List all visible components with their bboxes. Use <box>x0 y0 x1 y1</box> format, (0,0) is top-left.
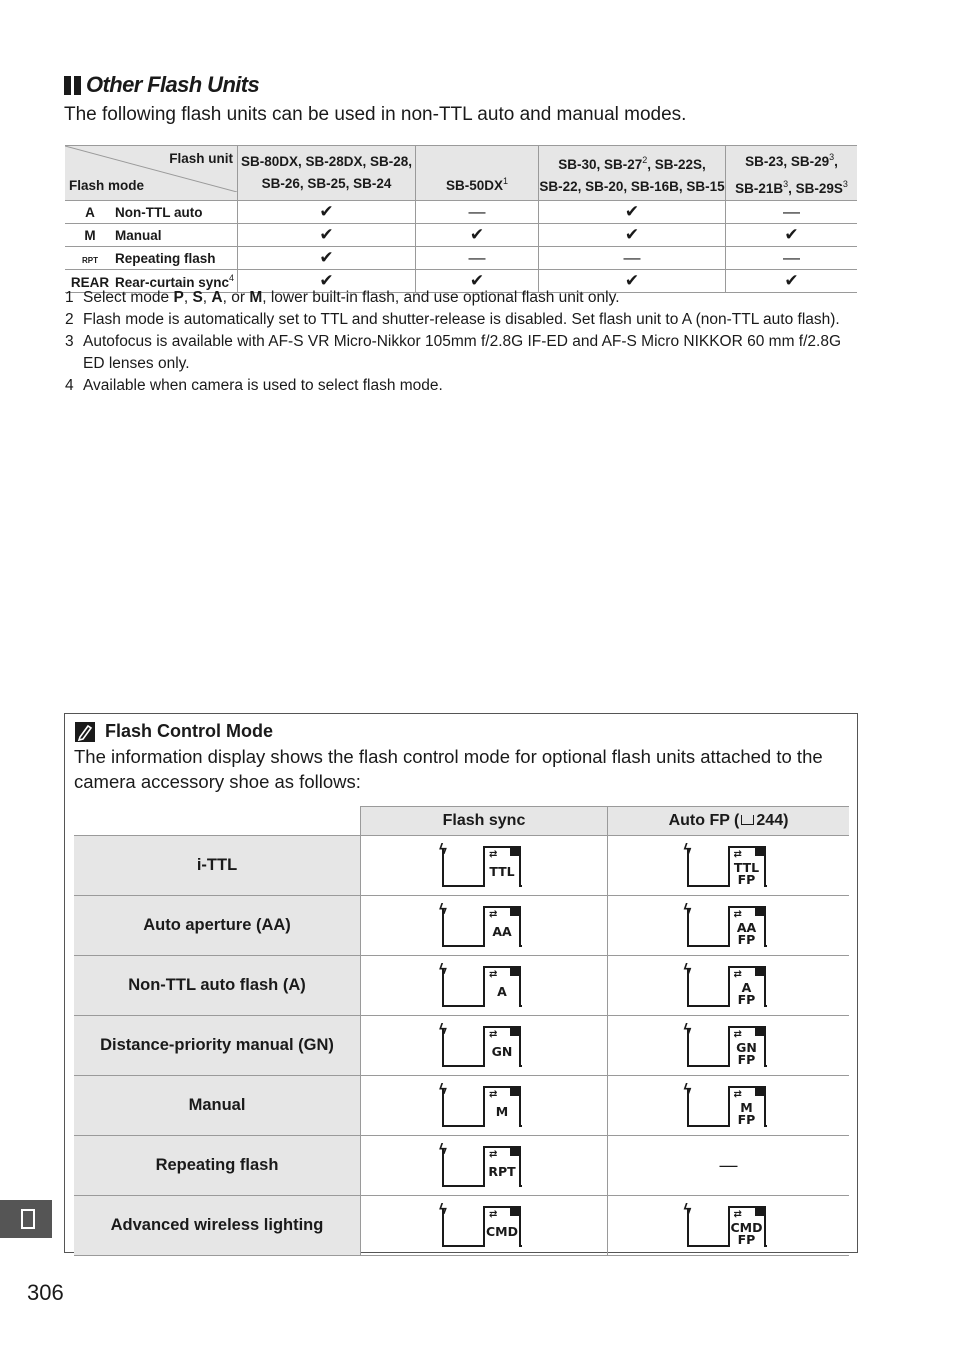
footnotes <box>65 287 865 397</box>
fc-header-row <box>74 807 849 836</box>
exchange-arrows-icon: ⇄ <box>489 908 498 920</box>
fc-sync-cell <box>361 836 608 896</box>
compat-cell: — <box>539 247 726 270</box>
compat-cell: ✔ <box>416 224 539 247</box>
compat-cell: ✔ <box>238 247 416 270</box>
flash-control-table <box>74 806 849 1256</box>
table-row <box>65 247 857 270</box>
exchange-arrows-icon: ⇄ <box>489 1148 498 1160</box>
mode-code-text: TTL <box>489 863 515 879</box>
flash-bolt-icon: ϟ <box>439 960 447 978</box>
fc-blank-header <box>74 807 361 836</box>
fc-mode-label: Advanced wireless lighting <box>74 1196 361 1256</box>
mode-cell: REAR Rear-curtain sync$^4$ <box>65 270 238 293</box>
exchange-arrows-icon: ⇄ <box>733 848 742 860</box>
mode-code-text: TTL <box>733 859 760 875</box>
flash-bolt-icon: ϟ <box>439 900 447 918</box>
flash-bolt-icon: ϟ <box>439 840 447 858</box>
flash-sync-ttl-icon <box>439 842 529 890</box>
mode-code-text: AA <box>492 923 512 939</box>
fc-row <box>74 956 849 1016</box>
compat-cell: ✔ <box>238 270 416 293</box>
note-title: Flash Control Mode <box>75 721 273 742</box>
mode-cell: M Manual <box>65 224 238 247</box>
table-row <box>65 224 857 247</box>
fc-row <box>74 1076 849 1136</box>
pencil-note-icon <box>75 722 95 742</box>
flash-sync-a-icon <box>439 962 529 1010</box>
flash-sync-cmd-icon <box>439 1202 529 1250</box>
fc-mode-label: Distance-priority manual (GN) <box>74 1016 361 1076</box>
fc-sync-cell <box>361 1136 608 1196</box>
exchange-arrows-icon: ⇄ <box>489 1028 498 1040</box>
flash-bolt-icon: ϟ <box>439 1020 447 1038</box>
mode-code-text: RPT <box>488 1163 516 1179</box>
fc-row <box>74 836 849 896</box>
compat-cell: ✔ <box>238 224 416 247</box>
section-title: Other Flash Units <box>86 72 260 97</box>
compat-cell: ✔ <box>539 224 726 247</box>
fc-col-auto-fp: Auto FP ( 244) <box>608 807 850 836</box>
section-intro: The following flash units can be used in non-TTL auto and manual modes. <box>64 104 687 125</box>
flash-sync-gn-icon <box>439 1022 529 1070</box>
compat-cell: — <box>416 201 539 224</box>
table-row <box>65 201 857 224</box>
fc-autofp-cell <box>608 836 850 896</box>
col-header-sb23: SB-23, $SB-29^3$, $SB-21B^3$, $SB-29S^3$ <box>726 146 858 201</box>
exchange-arrows-icon: ⇄ <box>489 848 498 860</box>
compat-cell: ✔ <box>539 201 726 224</box>
auto-fp-cmd-icon <box>684 1202 774 1250</box>
mode-code-text: GN <box>491 1043 513 1059</box>
fc-row <box>74 1016 849 1076</box>
mode-code-text: A <box>741 979 752 995</box>
exchange-arrows-icon: ⇄ <box>733 1088 742 1100</box>
auto-fp-a-icon <box>684 962 774 1010</box>
fc-sync-cell <box>361 1076 608 1136</box>
flash-unit-label: Flash unit <box>169 151 233 166</box>
footnote: 4 Available when camera is used to select flash mode. <box>65 377 443 394</box>
fc-autofp-cell <box>608 1136 850 1196</box>
mode-code-text: CMD <box>486 1223 518 1239</box>
auto-fp-m-icon <box>684 1082 774 1130</box>
fp-code-text: FP <box>737 931 756 947</box>
col-header-sb80dx: SB-80DX, SB-28DX, SB-28, SB-26, SB-25, SB-24 <box>238 146 416 201</box>
fc-row <box>74 896 849 956</box>
fc-autofp-cell <box>608 1196 850 1256</box>
fc-mode-label: Auto aperture (AA) <box>74 896 361 956</box>
footnote: 1 Select mode P, S, A, or M, lower built-in flash, and use optional flash unit only. <box>65 289 620 306</box>
flash-bolt-icon: ϟ <box>683 840 692 858</box>
fc-mode-label: i-TTL <box>74 836 361 896</box>
page-number: 306 <box>27 1280 64 1305</box>
table-header-row <box>65 146 857 201</box>
flash-bolt-icon: ϟ <box>439 1200 447 1218</box>
fp-code-text: FP <box>737 1231 756 1247</box>
auto-fp-aa-icon <box>684 902 774 950</box>
fp-code-text: FP <box>737 871 756 887</box>
fc-autofp-cell <box>608 956 850 1016</box>
exchange-arrows-icon: ⇄ <box>733 1028 742 1040</box>
exchange-arrows-icon: ⇄ <box>489 1208 498 1220</box>
mode-code-text: CMD <box>730 1219 763 1235</box>
flash-bolt-icon: ϟ <box>683 1020 692 1038</box>
book-ref-icon <box>741 815 754 825</box>
not-available-dash: — <box>719 1155 738 1175</box>
footnote: 3 Autofocus is available with AF-S VR Micro-Nikkor 105mm f/2.8G IF-ED and AF-S Micro NIKKOR 60 mm f/2.8G ED lenses only. <box>65 333 842 372</box>
exchange-arrows-icon: ⇄ <box>733 968 742 980</box>
repeating-flash-icon: RPT <box>82 255 98 265</box>
flash-bolt-icon: ϟ <box>439 1080 447 1098</box>
fc-autofp-cell <box>608 896 850 956</box>
flash-sync-aa-icon <box>439 902 529 950</box>
fc-row <box>74 1136 849 1196</box>
mode-code-text: AA <box>736 919 757 935</box>
fc-col-flash-sync: Flash sync <box>361 807 608 836</box>
note-description: The information display shows the flash control mode for optional flash units attached to the camera accessory shoe as follows: <box>74 746 823 792</box>
mode-code-text: A <box>497 983 507 999</box>
fc-sync-cell <box>361 1016 608 1076</box>
corner-header <box>65 146 238 201</box>
fc-autofp-cell <box>608 1076 850 1136</box>
compat-cell: ✔ <box>726 270 858 293</box>
fp-code-text: FP <box>737 1051 756 1067</box>
fc-mode-label: Repeating flash <box>74 1136 361 1196</box>
compat-cell: — <box>416 247 539 270</box>
exchange-arrows-icon: ⇄ <box>733 1208 742 1220</box>
exchange-arrows-icon: ⇄ <box>489 1088 498 1100</box>
flash-compat-table <box>65 145 857 293</box>
col-header-sb30: SB-30, $SB-27^2$, SB-22S, SB-22, SB-20, SB-16B, SB-15 <box>539 146 726 201</box>
chapter-tab <box>0 1200 52 1238</box>
mode-code-text: M <box>740 1099 753 1115</box>
fp-code-text: FP <box>737 991 756 1007</box>
fc-mode-label: Manual <box>74 1076 361 1136</box>
fc-sync-cell <box>361 896 608 956</box>
flash-bolt-icon: ϟ <box>683 1200 692 1218</box>
section-heading <box>64 70 259 100</box>
fc-sync-cell <box>361 956 608 1016</box>
compat-cell: — <box>726 201 858 224</box>
auto-fp-gn-icon <box>684 1022 774 1070</box>
exchange-arrows-icon: ⇄ <box>489 968 498 980</box>
flash-bolt-icon: ϟ <box>683 900 692 918</box>
compat-cell: ✔ <box>238 201 416 224</box>
section-marker-icon <box>64 76 81 95</box>
compat-cell: ✔ <box>416 270 539 293</box>
flash-sync-rpt-icon <box>439 1142 529 1190</box>
fc-autofp-cell <box>608 1016 850 1076</box>
flash-control-note-box <box>64 713 858 1253</box>
flash-bolt-icon: ϟ <box>439 1140 447 1158</box>
compat-cell: ✔ <box>726 224 858 247</box>
flash-bolt-icon: ϟ <box>683 1080 692 1098</box>
mode-code-text: M <box>495 1103 509 1119</box>
compat-cell: — <box>726 247 858 270</box>
col-header-sb50dx: $SB-50DX^1$ <box>416 146 539 201</box>
fc-row <box>74 1196 849 1256</box>
flash-bolt-icon: ϟ <box>683 960 692 978</box>
mode-cell: A Non-TTL auto <box>65 201 238 224</box>
notes-chapter-icon <box>21 1209 35 1229</box>
footnote: 2 Flash mode is automatically set to TTL and shutter-release is disabled. Set flash unit to A (non-TTL auto flash). <box>65 311 840 328</box>
flash-sync-m-icon <box>439 1082 529 1130</box>
fp-code-text: FP <box>737 1111 756 1127</box>
mode-code-text: GN <box>736 1039 757 1055</box>
fc-sync-cell <box>361 1196 608 1256</box>
exchange-arrows-icon: ⇄ <box>733 908 742 920</box>
flash-mode-label: Flash mode <box>69 178 145 193</box>
fc-mode-label: Non-TTL auto flash (A) <box>74 956 361 1016</box>
auto-fp-ttl-icon <box>684 842 774 890</box>
compat-cell: ✔ <box>539 270 726 293</box>
mode-cell: RPT Repeating flash <box>65 247 238 270</box>
